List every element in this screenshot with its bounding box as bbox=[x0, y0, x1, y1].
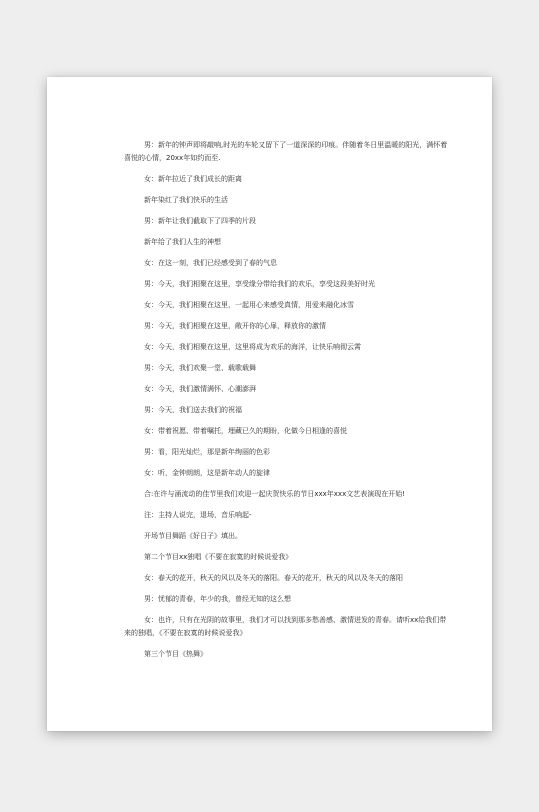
paragraph: 女：带着祝愿、带着嘱托，埋藏已久的期盼，化做今日相逢的喜悦 bbox=[144, 427, 347, 435]
paragraph: 新年给了我们人生的神想 bbox=[144, 238, 221, 246]
paragraph: 女：今天，我们激情满怀、心潮澎湃 bbox=[144, 385, 256, 393]
paragraph: 男：今天，我们相聚在这里，敞开你的心扉，释放你的激情 bbox=[144, 322, 326, 330]
paragraph: 第二个节目xx独唱《不要在寂寞的时候说爱我》 bbox=[144, 553, 293, 561]
paragraph: 男：忧郁的青春，年少的我，曾经无知的这么想 bbox=[144, 595, 291, 603]
paragraph: 女：春天的花开，秋天的风以及冬天的落阳。春天的花开，秋天的风以及冬天的落阳 bbox=[144, 574, 403, 582]
document-page bbox=[47, 77, 492, 731]
paragraph: 女：新年拉近了我们成长的距离 bbox=[144, 175, 242, 183]
paragraph: 男：新年的钟声即将敲响,时光的车轮又留下了一道深深的印痕。伴随着冬日里温暖的阳光，满怀着喜悦的心情，20xx年如约而至. bbox=[124, 141, 448, 162]
paragraph: 女：在这一刻，我们已经感受到了春的气息 bbox=[144, 259, 277, 267]
paragraph: 男：看，阳光灿烂，那是新年绚丽的色彩 bbox=[144, 448, 270, 456]
paragraph: 新年染红了我们快乐的生活 bbox=[144, 196, 228, 204]
paragraph: 女：听，金钟朗朗，这是新年动人的旋律 bbox=[144, 469, 270, 477]
paragraph: 注：主持人说完，退场，音乐响起- bbox=[144, 511, 252, 519]
paragraph: 合:在许与涌流动的佳节里我们欢迎一起庆贺快乐的节日xxx年xxx文艺表演现在开始! bbox=[144, 490, 406, 498]
paragraph: 男：今天，我们送去我们的祝福 bbox=[144, 406, 242, 414]
paragraph: 男：新年让我们截取下了四季的片段 bbox=[144, 217, 256, 225]
paragraph: 男：今天，我们欢聚一堂、载歌载舞 bbox=[144, 364, 256, 372]
paragraph: 女：今天，我们相聚在这里，一起用心来感受真情，用爱来融化冰雪 bbox=[144, 301, 354, 309]
paragraph: 开场节目舞蹈《好日子》填出。 bbox=[144, 532, 242, 540]
paragraph: 第三个节目《热舞》 bbox=[144, 650, 207, 658]
paragraph: 女：也许，只有在光阴的故事里，我们才可以找到那多愁善感、激情迸发的青春。请听xx给我们带来的独唱，《不要在寂寞的时候说爱我》 bbox=[124, 616, 447, 637]
paragraph: 女：今天，我们相聚在这里，这里将成为欢乐的海洋，让快乐响彻云霄 bbox=[144, 343, 361, 351]
paragraph: 男：今天，我们相聚在这里，享受缘分带给我们的欢乐，享受这段美好时光 bbox=[144, 280, 375, 288]
document-body bbox=[124, 139, 451, 669]
